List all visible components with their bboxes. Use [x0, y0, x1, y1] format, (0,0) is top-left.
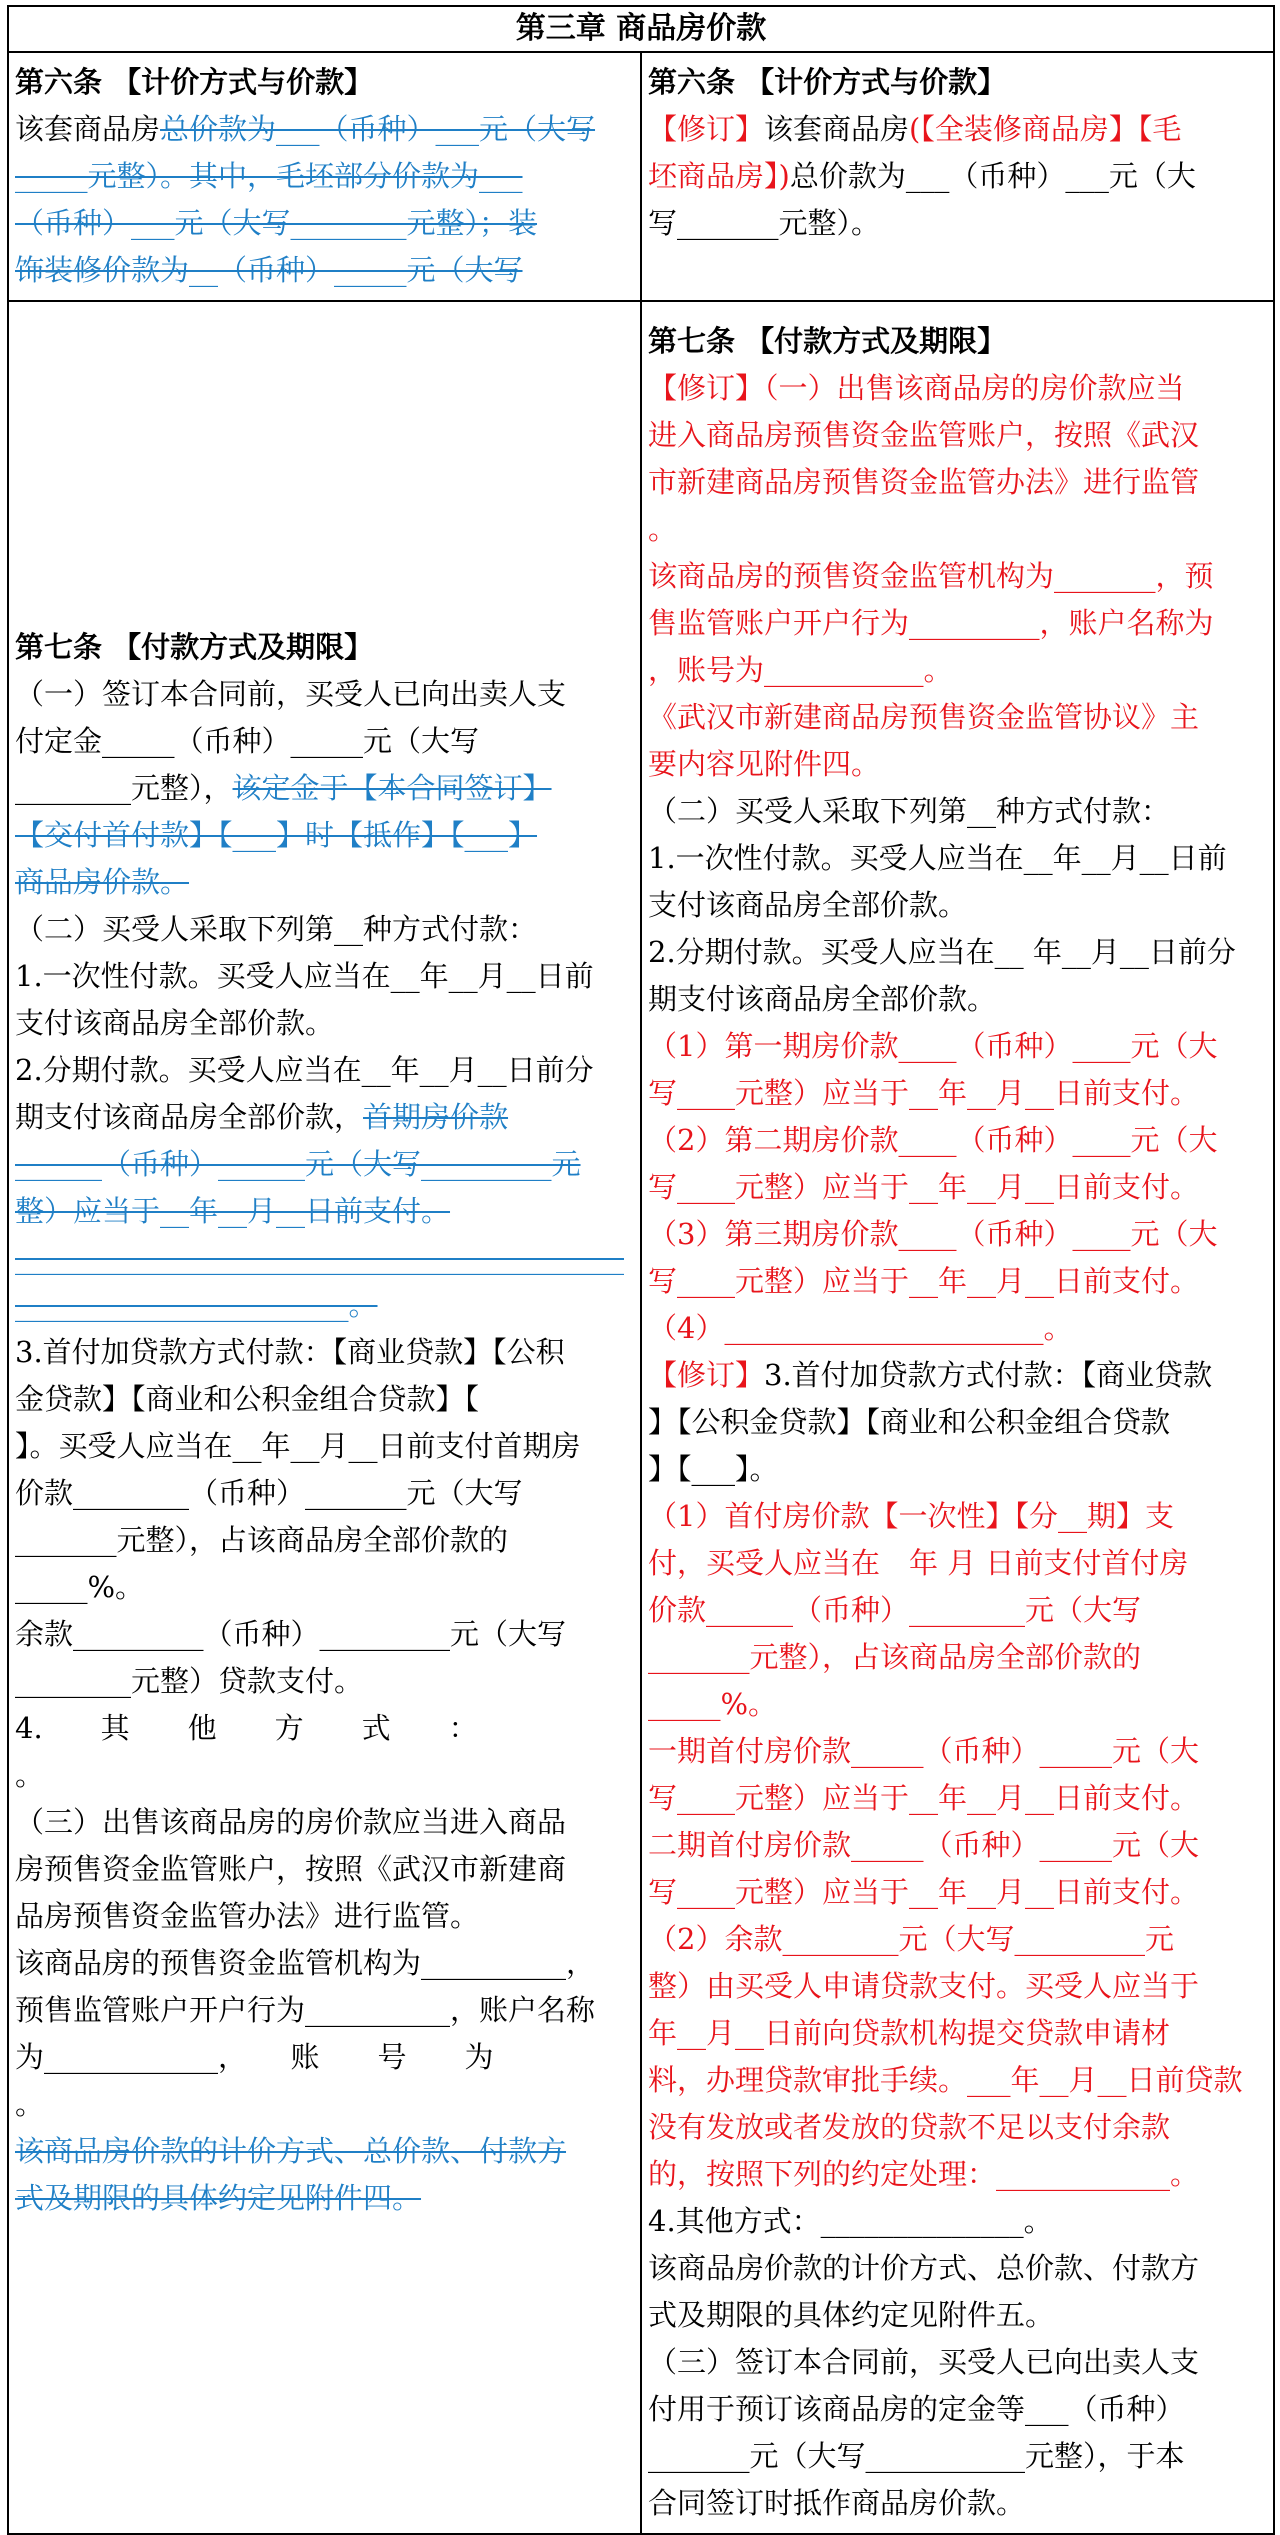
left-deposit-line: 付定金_____（币种）_____元（大写 — [15, 724, 480, 758]
left-installment-deleted: ______（币种）______元（大写_________元 — [15, 1147, 581, 1181]
left-method3-line: 余款_________（币种）_________元（大写 — [15, 1617, 567, 1651]
right-closing-line: 付用于预订该商品房的定金等___（币种） — [648, 2392, 1185, 2426]
right-method3-detail: _____%。 — [648, 1687, 778, 1721]
left-article-6-cell — [8, 52, 641, 301]
left-installment-deleted: _______________________。 — [15, 1288, 378, 1322]
left-attachment-deleted: 式及期限的具体约定见附件四。 — [15, 2181, 422, 2215]
left-art6-line: （币种）___元（大写________元整）；装 — [15, 206, 538, 240]
left-supervision-line: 品房预售资金监管办法》进行监管。 — [15, 1899, 480, 1933]
left-method4-line: 。 — [15, 1758, 45, 1792]
right-supervision-line: 市新建商品房预售资金监管办法》进行监管 — [648, 465, 1200, 499]
left-payment-line: （二）买受人采取下列第__种方式付款： — [15, 912, 538, 946]
right-installment-line: （3）第三期房价款____（币种）____元（大 — [648, 1217, 1218, 1251]
left-deposit-line: 商品房价款。 — [15, 865, 190, 899]
left-payment-line: 1.一次性付款。买受人应当在__年__月__日前 — [15, 959, 594, 993]
right-supervision-line: 该商品房的预售资金监管机构为_______，预 — [648, 559, 1214, 593]
right-method3-detail: 整）由买受人申请贷款支付。买受人应当于 — [648, 1969, 1200, 2003]
left-supervision-line: 。 — [15, 2087, 45, 2121]
left-art6-line: _____元整）。其中，毛坯部分价款为___ — [15, 159, 523, 193]
left-method3-line: ________元整）贷款支付。 — [15, 1664, 364, 1698]
chapter-title: 第三章 商品房价款 — [8, 6, 1274, 52]
left-supervision-line: 为____________， 账 号 为 — [15, 2040, 494, 2074]
right-supervision-line: 售监管账户开户行为_________，账户名称为 — [648, 606, 1214, 640]
left-article-7-cell — [8, 301, 641, 2534]
right-method3-detail: 没有发放或者发放的贷款不足以支付余款 — [648, 2110, 1171, 2144]
right-method3-detail: 年__月__日前向贷款机构提交贷款申请材 — [648, 2016, 1171, 2050]
right-article-6-cell — [641, 52, 1274, 301]
left-deposit-line: 【交付首付款】【___】时【抵作】【___】 — [15, 818, 538, 852]
right-method3-detail: 写____元整）应当于__年__月__日前支付。 — [648, 1781, 1200, 1815]
left-art6-line: 饰装修价款为__（币种）_____元（大写 — [15, 253, 523, 287]
right-closing-line: 该商品房价款的计价方式、总价款、付款方 — [648, 2251, 1200, 2285]
right-installment-line: 写____元整）应当于__年__月__日前支付。 — [648, 1076, 1200, 1110]
right-payment-line: 支付该商品房全部价款。 — [648, 888, 968, 922]
right-method3-detail: 付，买受人应当在 年 月 日前支付首付房 — [648, 1546, 1189, 1580]
left-supervision-line: 该商品房的预售资金监管机构为__________， — [15, 1946, 596, 1980]
contract-comparison-table — [7, 5, 1275, 2535]
left-method3-line: _______元整），占该商品房全部价款的 — [15, 1523, 509, 1557]
left-method3-line: 3.首付加贷款方式付款：【商业贷款】【公积 — [15, 1335, 565, 1369]
left-deposit-line: （一）签订本合同前，买受人已向出卖人支 — [15, 677, 567, 711]
right-method3-detail: （1）首付房价款【一次性】【分__期】支 — [648, 1499, 1174, 1533]
right-closing-line: 式及期限的具体约定见附件五。 — [648, 2298, 1055, 2332]
right-payment-line: 2.分期付款。买受人应当在__ 年__月__日前分 — [648, 935, 1236, 969]
right-art6-heading: 第六条 【计价方式与价款】 — [648, 65, 1007, 99]
right-supervision-line: ，账号为___________。 — [648, 653, 953, 687]
right-installment-line: 写____元整）应当于__年__月__日前支付。 — [648, 1170, 1200, 1204]
right-method3-detail: 写____元整）应当于__年__月__日前支付。 — [648, 1875, 1200, 1909]
left-payment-line: 支付该商品房全部价款。 — [15, 1006, 335, 1040]
left-deposit-line: ________元整），该定金于【本合同签订】 — [15, 771, 552, 805]
left-method4-line: 4. 其 他 方 式 ： — [15, 1711, 478, 1745]
right-closing-line: _______元（大写___________元整），于本 — [648, 2439, 1185, 2473]
right-supervision-line: 要内容见附件四。 — [648, 747, 881, 781]
right-payment-line: （二）买受人采取下列第__种方式付款： — [648, 794, 1171, 828]
right-closing-line: （三）签订本合同前，买受人已向出卖人支 — [648, 2345, 1200, 2379]
right-supervision-line: 《武汉市新建商品房预售资金监管协议》主 — [648, 700, 1200, 734]
right-closing-line: 合同签订时抵作商品房价款。 — [648, 2486, 1026, 2520]
right-method3-detail: 料，办理贷款审批手续。___年__月__日前贷款 — [648, 2063, 1243, 2097]
right-closing-line: 4.其他方式：______________。 — [648, 2204, 1053, 2238]
right-installment-line: （4）______________________。 — [648, 1311, 1073, 1345]
left-art7-heading: 第七条 【付款方式及期限】 — [15, 630, 374, 664]
right-art6-line: 写_______元整）。 — [648, 206, 881, 240]
right-method3-detail: 的，按照下列的约定处理：____________。 — [648, 2157, 1200, 2191]
right-method3-detail: 价款______（币种）________元（大写 — [648, 1593, 1142, 1627]
right-method3-detail: 一期首付房价款_____（币种）_____元（大 — [648, 1734, 1200, 1768]
left-art6-line: 该套商品房总价款为___（币种）___元（大写 — [15, 112, 596, 146]
left-attachment-deleted: 该商品房价款的计价方式、总价款、付款方 — [15, 2134, 567, 2168]
right-art6-line: 【修订】该套商品房(【全装修商品房】【毛 — [648, 112, 1182, 146]
right-installment-line: （1）第一期房价款____（币种）____元（大 — [648, 1029, 1218, 1063]
right-method3-line: 】【___】。 — [648, 1452, 779, 1486]
right-method3-detail: _______元整），占该商品房全部价款的 — [648, 1640, 1142, 1674]
left-installment-deleted: 整）应当于__年__月__日前支付。 — [15, 1194, 451, 1228]
right-method3-line: 【修订】3.首付加贷款方式付款：【商业贷款 — [648, 1358, 1213, 1392]
right-payment-line: 1.一次性付款。买受人应当在__年__月__日前 — [648, 841, 1227, 875]
left-supervision-line: 预售监管账户开户行为__________，账户名称 — [15, 1993, 596, 2027]
right-article-7-cell — [641, 301, 1274, 2534]
left-supervision-line: 房预售资金监管账户，按照《武汉市新建商 — [15, 1852, 567, 1886]
right-installment-line: 写____元整）应当于__年__月__日前支付。 — [648, 1264, 1200, 1298]
right-method3-line: 】【公积金贷款】【商业和公积金组合贷款 — [648, 1405, 1171, 1439]
left-payment-line: 期支付该商品房全部价款，首期房价款 — [15, 1100, 509, 1134]
left-method3-line: 】。买受人应当在__年__月__日前支付首期房 — [15, 1429, 581, 1463]
right-payment-line: 期支付该商品房全部价款。 — [648, 982, 997, 1016]
right-method3-detail: （2）余款________元（大写_________元 — [648, 1922, 1174, 1956]
left-method3-line: _____%。 — [15, 1570, 145, 1604]
left-art6-heading: 第六条 【计价方式与价款】 — [15, 65, 374, 99]
right-art7-heading: 第七条 【付款方式及期限】 — [648, 324, 1007, 358]
right-art6-line: 坯商品房】)总价款为___（币种）___元（大 — [648, 159, 1196, 193]
left-installment-deleted: __________________________________________ — [15, 1241, 624, 1275]
left-payment-line: 2.分期付款。买受人应当在__年__月__日前分 — [15, 1053, 594, 1087]
right-supervision-line: 。 — [648, 512, 678, 546]
right-supervision-line: 【修订】（一）出售该商品房的房价款应当 — [648, 371, 1185, 405]
right-supervision-line: 进入商品房预售资金监管账户，按照《武汉 — [648, 418, 1200, 452]
right-method3-detail: 二期首付房价款_____（币种）_____元（大 — [648, 1828, 1200, 1862]
left-method3-line: 价款________（币种）_______元（大写 — [15, 1476, 523, 1510]
left-supervision-line: （三）出售该商品房的房价款应当进入商品 — [15, 1805, 567, 1839]
left-method3-line: 金贷款】【商业和公积金组合贷款】【 — [15, 1382, 480, 1416]
right-installment-line: （2）第二期房价款____（币种）____元（大 — [648, 1123, 1218, 1157]
